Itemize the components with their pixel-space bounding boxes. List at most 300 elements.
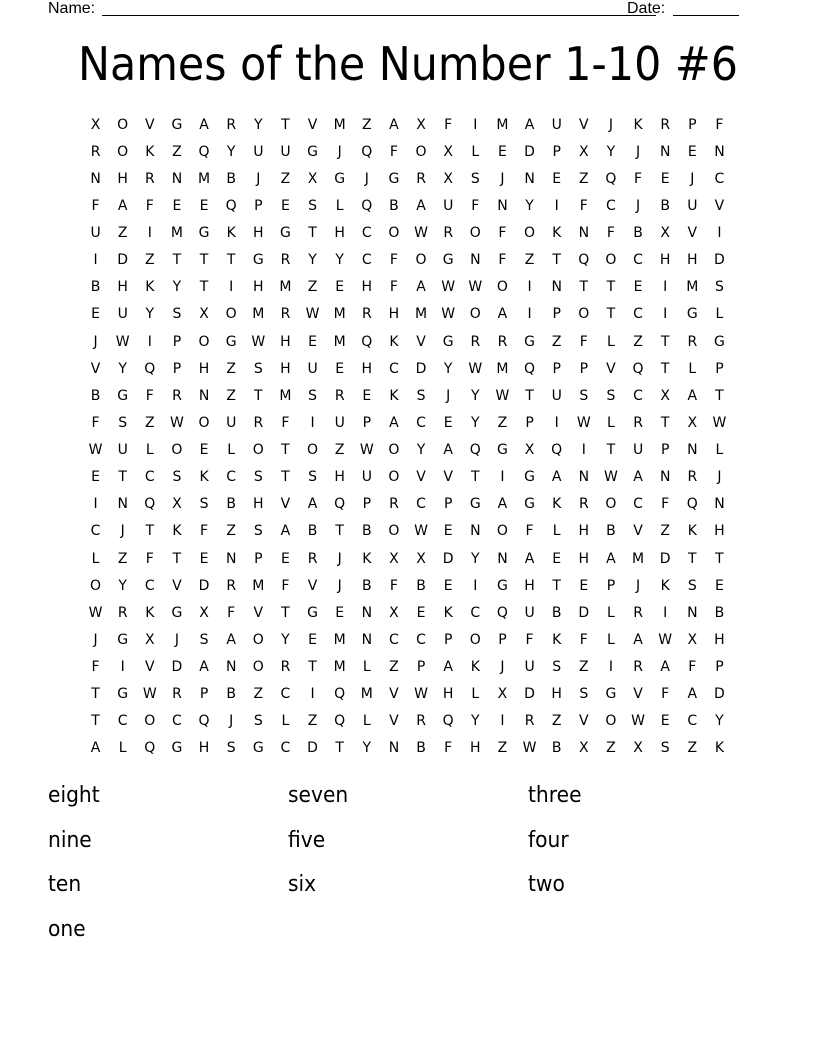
grid-cell[interactable]: C [280,740,291,757]
grid-cell[interactable]: E [498,143,507,160]
grid-cell[interactable]: W [522,740,537,757]
grid-cell[interactable]: N [470,523,481,540]
grid-cell[interactable]: X [524,442,535,459]
grid-cell[interactable]: S [552,659,562,676]
grid-cell[interactable]: Z [117,550,128,567]
grid-cell[interactable]: K [172,523,182,540]
grid-cell[interactable]: Z [334,442,345,459]
grid-cell[interactable]: A [443,659,453,676]
grid-cell[interactable]: K [145,143,155,160]
grid-cell[interactable]: P [552,143,561,160]
grid-cell[interactable]: R [172,686,182,703]
grid-cell[interactable]: R [633,604,643,621]
grid-cell[interactable]: J [256,170,261,187]
grid-cell[interactable]: C [687,713,698,730]
grid-cell[interactable]: Y [606,143,616,160]
grid-cell[interactable]: E [443,523,453,540]
grid-cell[interactable]: E [91,306,100,323]
grid-cell[interactable]: O [225,306,237,323]
grid-cell[interactable]: T [308,659,317,676]
grid-cell[interactable]: I [93,496,98,513]
grid-cell[interactable]: M [333,306,346,323]
grid-cell[interactable]: S [308,387,317,404]
grid-cell[interactable]: L [471,143,480,160]
grid-cell[interactable]: T [199,279,209,296]
grid-cell[interactable]: C [633,306,643,323]
grid-cell[interactable]: A [524,116,535,133]
grid-cell[interactable]: J [120,523,125,540]
grid-cell[interactable]: T [118,469,127,486]
grid-cell[interactable]: C [90,523,101,540]
grid-cell[interactable]: E [416,604,426,621]
grid-cell[interactable]: Z [389,659,399,676]
grid-cell[interactable]: Q [225,197,237,214]
grid-cell[interactable]: T [660,360,670,377]
grid-cell[interactable]: O [388,523,400,540]
grid-cell[interactable]: N [524,170,535,187]
grid-cell[interactable]: N [714,143,725,160]
grid-cell[interactable]: I [473,116,478,133]
grid-cell[interactable]: S [606,387,616,404]
grid-cell[interactable]: F [281,577,290,594]
grid-cell[interactable]: K [552,631,562,648]
grid-cell[interactable]: M [496,116,509,133]
grid-cell[interactable]: Q [144,740,156,757]
grid-cell[interactable]: T [552,252,561,269]
grid-cell[interactable]: O [388,442,400,459]
grid-cell[interactable]: T [335,740,344,757]
grid-cell[interactable]: Y [362,740,372,757]
grid-cell[interactable]: E [335,279,345,296]
grid-cell[interactable]: T [606,306,616,323]
grid-cell[interactable]: U [117,442,128,459]
grid-cell[interactable]: F [91,659,100,676]
grid-cell[interactable]: C [144,577,155,594]
grid-cell[interactable]: E [443,577,453,594]
grid-cell[interactable]: Y [118,360,127,377]
grid-cell[interactable]: R [117,604,128,621]
grid-cell[interactable]: Y [226,143,236,160]
grid-cell[interactable]: S [579,387,589,404]
grid-cell[interactable]: O [198,414,210,431]
grid-cell[interactable]: G [252,740,264,757]
grid-cell[interactable]: F [579,631,588,648]
grid-cell[interactable]: Z [551,713,562,730]
grid-cell[interactable]: M [496,360,509,377]
grid-cell[interactable]: A [389,414,399,431]
grid-cell[interactable]: I [554,414,559,431]
grid-cell[interactable]: I [310,686,315,703]
grid-cell[interactable]: V [633,523,643,540]
grid-cell[interactable]: L [552,523,561,540]
grid-cell[interactable]: Y [172,279,182,296]
grid-cell[interactable]: R [172,387,182,404]
grid-cell[interactable]: X [199,604,209,621]
grid-cell[interactable]: B [226,496,236,513]
grid-cell[interactable]: J [635,577,641,594]
grid-cell[interactable]: T [172,550,182,567]
grid-cell[interactable]: J [337,577,342,594]
grid-cell[interactable]: W [468,279,483,296]
grid-cell[interactable]: Q [524,360,536,377]
grid-cell[interactable]: N [361,631,373,648]
grid-cell[interactable]: F [227,604,236,621]
grid-cell[interactable]: J [690,170,695,187]
grid-cell[interactable]: Q [632,360,644,377]
grid-cell[interactable]: F [606,225,615,242]
grid-cell[interactable]: P [552,306,561,323]
grid-cell[interactable]: G [524,496,535,513]
grid-cell[interactable]: C [280,686,291,703]
grid-cell[interactable]: C [389,360,399,377]
grid-cell[interactable]: L [471,686,480,703]
grid-cell[interactable]: A [443,442,453,459]
grid-cell[interactable]: G [497,577,508,594]
grid-cell[interactable]: Y [118,577,127,594]
grid-cell[interactable]: O [252,442,264,459]
grid-cell[interactable]: J [229,713,234,730]
grid-cell[interactable]: N [659,469,671,486]
grid-cell[interactable]: Q [469,442,481,459]
grid-cell[interactable]: D [442,550,454,567]
grid-cell[interactable]: W [712,414,727,431]
grid-cell[interactable]: T [281,469,290,486]
grid-cell[interactable]: O [252,659,264,676]
grid-cell[interactable]: E [335,604,345,621]
grid-cell[interactable]: Y [715,713,724,730]
grid-cell[interactable]: O [90,577,102,594]
grid-cell[interactable]: U [443,197,454,214]
grid-cell[interactable]: O [496,523,508,540]
grid-cell[interactable]: W [604,469,618,486]
grid-cell[interactable]: P [715,659,724,676]
grid-cell[interactable]: A [416,279,426,296]
grid-cell[interactable]: E [660,713,670,730]
grid-cell[interactable]: L [607,604,615,621]
grid-cell[interactable]: E [443,414,453,431]
grid-cell[interactable]: J [174,631,179,648]
grid-cell[interactable]: Z [280,170,291,187]
grid-cell[interactable]: E [552,170,562,187]
grid-cell[interactable]: X [199,306,209,323]
grid-cell[interactable]: G [307,143,318,160]
grid-cell[interactable]: Z [145,252,155,269]
grid-cell[interactable]: H [280,360,291,377]
grid-cell[interactable]: U [226,414,237,431]
grid-cell[interactable]: G [307,604,318,621]
grid-cell[interactable]: X [90,116,101,133]
grid-cell[interactable]: T [552,577,561,594]
grid-cell[interactable]: W [468,360,483,377]
grid-cell[interactable]: A [660,659,670,676]
grid-cell[interactable]: W [115,333,130,350]
grid-cell[interactable]: E [308,631,317,648]
grid-cell[interactable]: H [524,577,535,594]
grid-cell[interactable]: B [416,577,426,594]
grid-cell[interactable]: U [632,442,644,459]
grid-cell[interactable]: V [307,116,318,133]
grid-cell[interactable]: E [687,143,697,160]
grid-cell[interactable]: P [715,360,724,377]
grid-cell[interactable]: N [687,604,698,621]
grid-cell[interactable]: E [199,197,209,214]
grid-cell[interactable]: T [226,252,236,269]
grid-cell[interactable]: Z [117,225,128,242]
grid-cell[interactable]: G [442,252,454,269]
grid-cell[interactable]: Z [226,387,236,404]
grid-cell[interactable]: D [171,659,183,676]
grid-cell[interactable]: M [279,279,292,296]
grid-cell[interactable]: B [389,197,399,214]
grid-cell[interactable]: R [226,577,237,594]
grid-cell[interactable]: O [307,442,319,459]
grid-cell[interactable]: B [226,170,236,187]
grid-cell[interactable]: O [605,713,617,730]
grid-cell[interactable]: K [199,469,209,486]
grid-cell[interactable]: F [525,523,534,540]
grid-cell[interactable]: G [198,225,210,242]
grid-cell[interactable]: V [307,577,318,594]
grid-cell[interactable]: U [524,659,535,676]
grid-cell[interactable]: C [117,713,128,730]
grid-cell[interactable]: H [687,252,698,269]
grid-cell[interactable]: I [717,225,722,242]
grid-cell[interactable]: G [334,170,346,187]
grid-cell[interactable]: W [305,306,320,323]
grid-cell[interactable]: Z [226,523,236,540]
grid-cell[interactable]: X [660,387,670,404]
grid-cell[interactable]: N [225,659,237,676]
grid-cell[interactable]: P [254,550,263,567]
grid-cell[interactable]: U [687,197,698,214]
grid-cell[interactable]: G [171,740,183,757]
grid-cell[interactable]: Q [334,713,346,730]
grid-cell[interactable]: A [633,631,643,648]
grid-cell[interactable]: L [118,740,127,757]
grid-cell[interactable]: O [469,225,481,242]
grid-cell[interactable]: G [524,469,535,486]
grid-cell[interactable]: Y [443,360,453,377]
grid-cell[interactable]: Q [551,442,563,459]
grid-cell[interactable]: M [170,225,183,242]
grid-cell[interactable]: L [688,360,697,377]
grid-cell[interactable]: M [333,659,346,676]
grid-cell[interactable]: H [578,550,590,567]
grid-cell[interactable]: Q [361,143,373,160]
grid-cell[interactable]: T [525,387,534,404]
grid-cell[interactable]: L [335,197,344,214]
grid-cell[interactable]: C [361,252,372,269]
grid-cell[interactable]: B [226,686,236,703]
grid-cell[interactable]: W [251,333,266,350]
grid-cell[interactable]: Z [524,252,535,269]
grid-cell[interactable]: M [252,306,265,323]
grid-cell[interactable]: A [524,550,535,567]
grid-cell[interactable]: S [172,306,182,323]
grid-cell[interactable]: F [91,197,100,214]
grid-cell[interactable]: O [144,713,156,730]
grid-cell[interactable]: T [606,442,616,459]
grid-cell[interactable]: V [606,360,616,377]
grid-cell[interactable]: B [633,225,643,242]
grid-cell[interactable]: S [199,496,209,513]
grid-cell[interactable]: T [308,225,317,242]
grid-cell[interactable]: S [308,197,317,214]
grid-cell[interactable]: J [500,170,505,187]
grid-cell[interactable]: T [715,550,724,567]
grid-cell[interactable]: Q [334,686,346,703]
grid-cell[interactable]: P [525,414,534,431]
grid-cell[interactable]: G [388,170,400,187]
grid-cell[interactable]: Z [172,143,182,160]
grid-cell[interactable]: H [334,469,345,486]
grid-cell[interactable]: R [334,387,345,404]
grid-cell[interactable]: R [578,496,589,513]
grid-cell[interactable]: R [226,116,237,133]
grid-cell[interactable]: Z [606,740,616,757]
grid-cell[interactable]: A [416,197,426,214]
grid-cell[interactable]: A [199,116,209,133]
grid-cell[interactable]: S [714,279,724,296]
grid-cell[interactable]: C [633,252,643,269]
grid-cell[interactable]: T [91,713,100,730]
grid-cell[interactable]: M [333,116,346,133]
grid-cell[interactable]: N [687,442,698,459]
grid-cell[interactable]: B [307,523,318,540]
grid-cell[interactable]: U [551,387,562,404]
grid-cell[interactable]: Q [198,143,210,160]
grid-cell[interactable]: G [225,333,237,350]
grid-cell[interactable]: K [552,225,562,242]
grid-cell[interactable]: A [280,523,291,540]
grid-cell[interactable]: I [608,659,613,676]
grid-cell[interactable]: E [660,170,670,187]
grid-cell[interactable]: A [497,496,508,513]
grid-cell[interactable]: W [88,442,103,459]
grid-cell[interactable]: R [389,496,399,513]
grid-cell[interactable]: N [388,740,400,757]
grid-cell[interactable]: Z [253,686,264,703]
grid-cell[interactable]: T [145,523,155,540]
grid-cell[interactable]: J [500,659,505,676]
grid-cell[interactable]: O [469,306,481,323]
grid-cell[interactable]: X [172,496,182,513]
grid-cell[interactable]: Q [442,713,454,730]
grid-cell[interactable]: W [142,686,157,703]
grid-cell[interactable]: I [310,414,315,431]
grid-cell[interactable]: M [279,387,292,404]
grid-cell[interactable]: U [90,225,101,242]
grid-cell[interactable]: T [660,333,670,350]
grid-cell[interactable]: C [361,225,372,242]
grid-cell[interactable]: P [172,360,182,377]
grid-cell[interactable]: U [524,604,535,621]
grid-cell[interactable]: X [416,116,426,133]
grid-cell[interactable]: S [226,740,236,757]
grid-cell[interactable]: T [281,116,290,133]
grid-cell[interactable]: R [280,252,291,269]
grid-cell[interactable]: W [359,442,374,459]
grid-cell[interactable]: Z [145,414,155,431]
grid-cell[interactable]: S [253,469,263,486]
grid-cell[interactable]: F [471,197,480,214]
grid-cell[interactable]: P [416,659,426,676]
grid-cell[interactable]: C [144,469,155,486]
grid-cell[interactable]: K [226,225,236,242]
grid-cell[interactable]: L [91,550,100,567]
grid-cell[interactable]: G [117,686,129,703]
grid-cell[interactable]: F [444,116,453,133]
grid-cell[interactable]: X [416,550,426,567]
grid-cell[interactable]: R [633,414,643,431]
grid-cell[interactable]: K [362,550,372,567]
grid-cell[interactable]: T [281,442,290,459]
grid-cell[interactable]: V [145,116,155,133]
grid-cell[interactable]: B [551,604,562,621]
grid-cell[interactable]: L [607,631,615,648]
grid-cell[interactable]: K [443,604,453,621]
grid-cell[interactable]: C [416,631,426,648]
grid-cell[interactable]: H [442,686,454,703]
grid-cell[interactable]: L [607,333,615,350]
grid-cell[interactable]: Y [335,252,344,269]
grid-cell[interactable]: F [389,577,398,594]
grid-cell[interactable]: J [717,469,722,486]
grid-cell[interactable]: A [687,686,698,703]
grid-cell[interactable]: W [658,631,673,648]
grid-cell[interactable]: I [473,577,478,594]
grid-cell[interactable]: X [687,414,698,431]
grid-cell[interactable]: B [606,523,616,540]
grid-cell[interactable]: R [416,170,426,187]
grid-cell[interactable]: F [525,631,534,648]
grid-cell[interactable]: R [524,713,535,730]
grid-cell[interactable]: O [415,252,427,269]
grid-cell[interactable]: V [90,360,101,377]
grid-cell[interactable]: Q [605,170,617,187]
grid-cell[interactable]: O [388,469,400,486]
grid-cell[interactable]: X [579,143,589,160]
grid-cell[interactable]: R [497,333,508,350]
grid-cell[interactable]: S [253,713,263,730]
grid-cell[interactable]: I [147,333,152,350]
grid-cell[interactable]: I [500,469,505,486]
grid-cell[interactable]: N [90,170,101,187]
grid-cell[interactable]: W [414,523,428,540]
grid-cell[interactable]: Z [307,279,318,296]
grid-cell[interactable]: W [441,306,456,323]
grid-cell[interactable]: Q [334,496,346,513]
grid-cell[interactable]: V [579,116,589,133]
grid-cell[interactable]: V [172,577,182,594]
grid-cell[interactable]: H [361,279,373,296]
grid-cell[interactable]: F [281,414,290,431]
grid-cell[interactable]: B [416,740,426,757]
grid-cell[interactable]: V [389,713,399,730]
grid-cell[interactable]: F [498,225,507,242]
grid-cell[interactable]: W [414,686,428,703]
grid-cell[interactable]: H [578,523,590,540]
grid-cell[interactable]: N [171,170,183,187]
grid-cell[interactable]: G [171,604,183,621]
grid-cell[interactable]: R [253,414,264,431]
grid-cell[interactable]: F [498,252,507,269]
grid-cell[interactable]: S [118,414,128,431]
grid-cell[interactable]: X [443,170,453,187]
grid-cell[interactable]: J [93,333,98,350]
grid-cell[interactable]: G [252,252,264,269]
grid-cell[interactable]: R [144,170,155,187]
